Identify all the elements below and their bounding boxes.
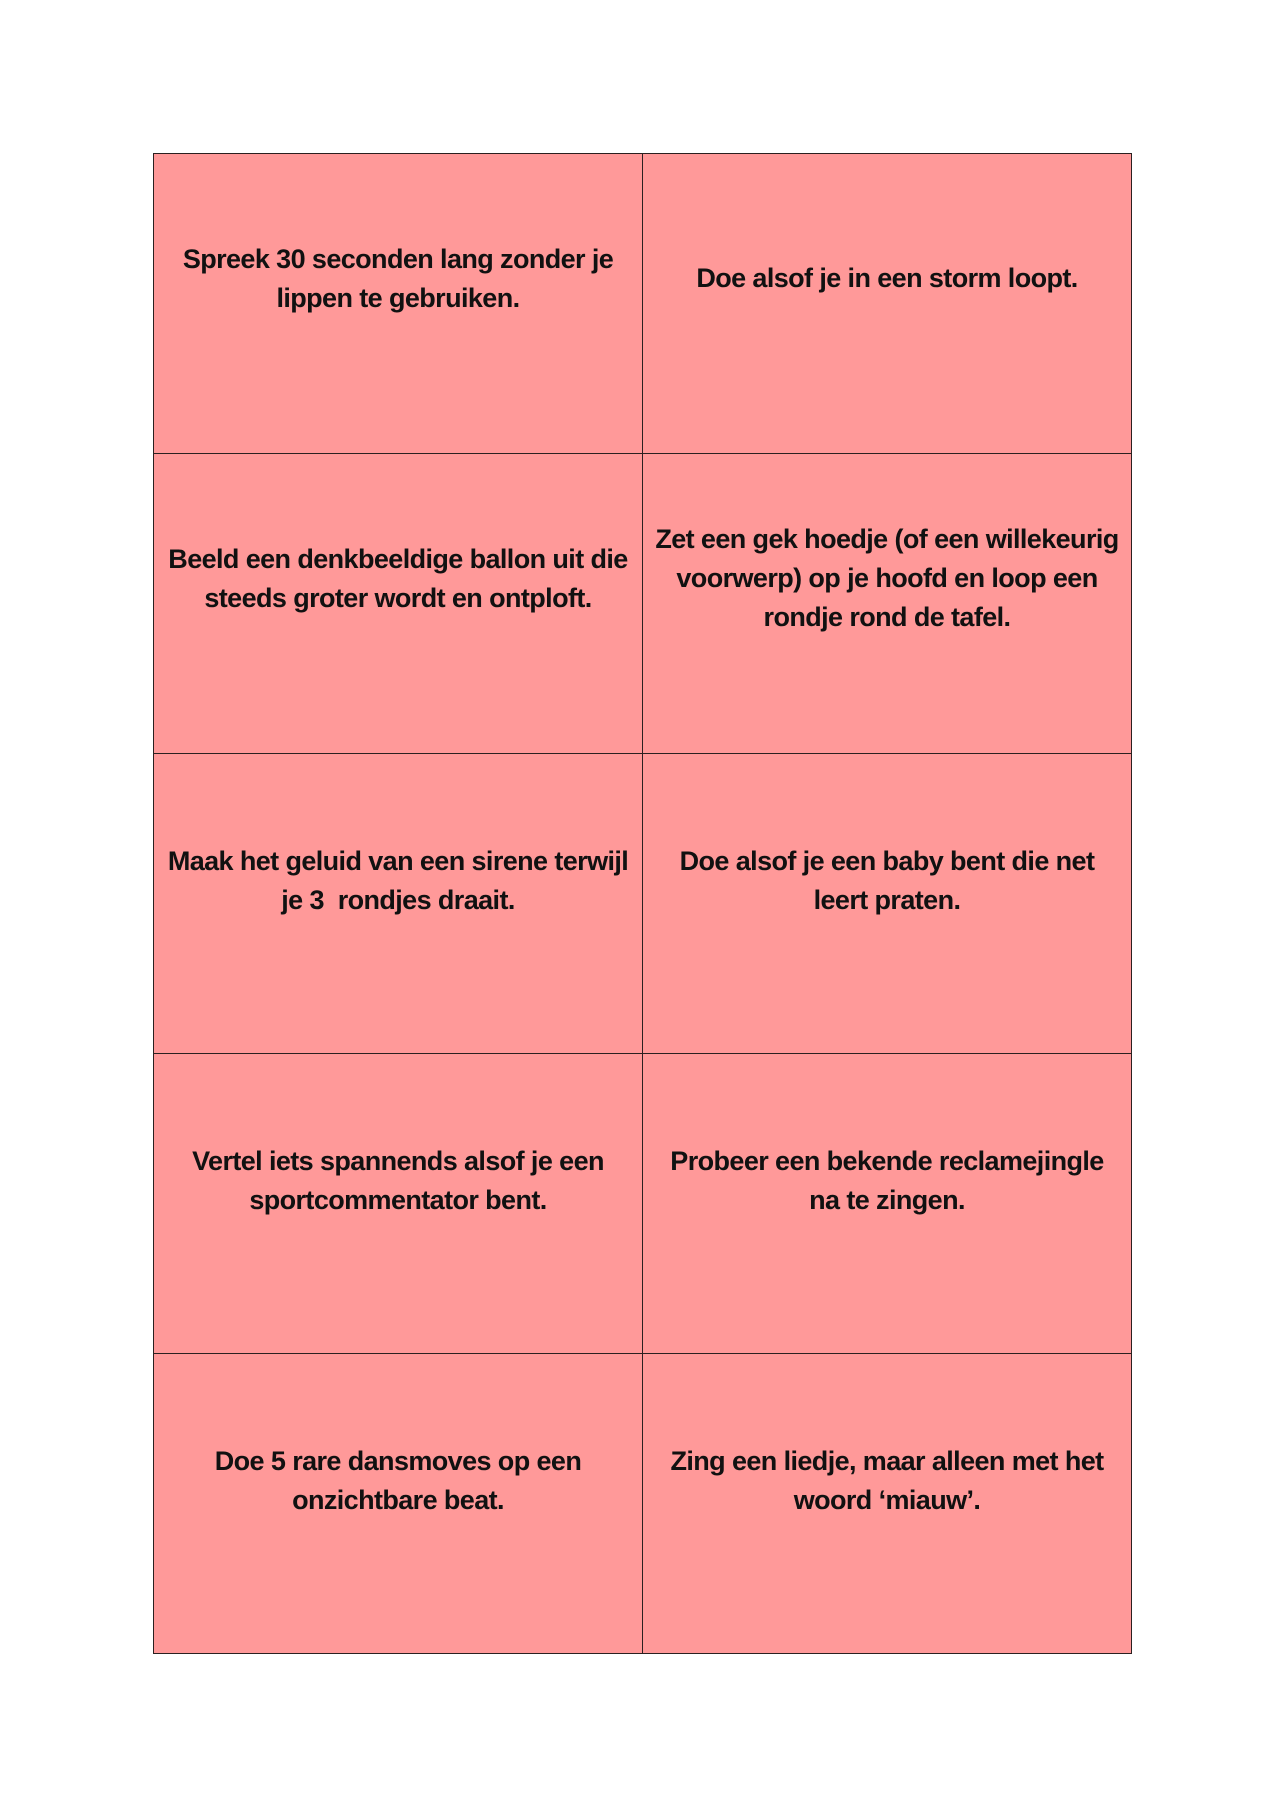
- card: [154, 1354, 643, 1654]
- card-text: Maak het geluid van een sirene terwijl je 3 rondjes draait.: [167, 845, 636, 915]
- card-text: Doe alsof je een baby bent die net leert praten.: [679, 845, 1095, 915]
- card-row: [154, 1054, 1132, 1354]
- card-row: [154, 754, 1132, 1054]
- card: [643, 754, 1132, 1054]
- card-text: Doe 5 rare dansmoves op een onzichtbare beat.: [214, 1445, 582, 1515]
- card-text: Beeld een denkbeeldige ballon uit die steeds groter wordt en ontploft.: [168, 543, 628, 613]
- card-row: [154, 1354, 1132, 1654]
- card-text: Doe alsof je in een storm loopt.: [696, 263, 1078, 293]
- card: [643, 454, 1132, 754]
- card: [643, 154, 1132, 454]
- card: [643, 1354, 1132, 1654]
- card-text: Vertel iets spannends alsof je een sportcommentator bent.: [192, 1145, 604, 1215]
- card-text: Spreek 30 seconden lang zonder je lippen te gebruiken.: [182, 243, 614, 313]
- card: [154, 754, 643, 1054]
- card: [154, 154, 643, 454]
- card-row: [154, 454, 1132, 754]
- card-text: Zet een gek hoedje (of een willekeurig voorwerp) op je hoofd en loop een rondje rond de tafel.: [655, 524, 1119, 632]
- card-text: Probeer een bekende reclamejingle na te zingen.: [670, 1145, 1104, 1215]
- card-text: Zing een liedje, maar alleen met het woord ‘miauw’.: [670, 1445, 1104, 1515]
- card-grid: [153, 153, 1132, 1654]
- card: [643, 1054, 1132, 1354]
- card: [154, 454, 643, 754]
- card: [154, 1054, 643, 1354]
- card-row: [154, 154, 1132, 454]
